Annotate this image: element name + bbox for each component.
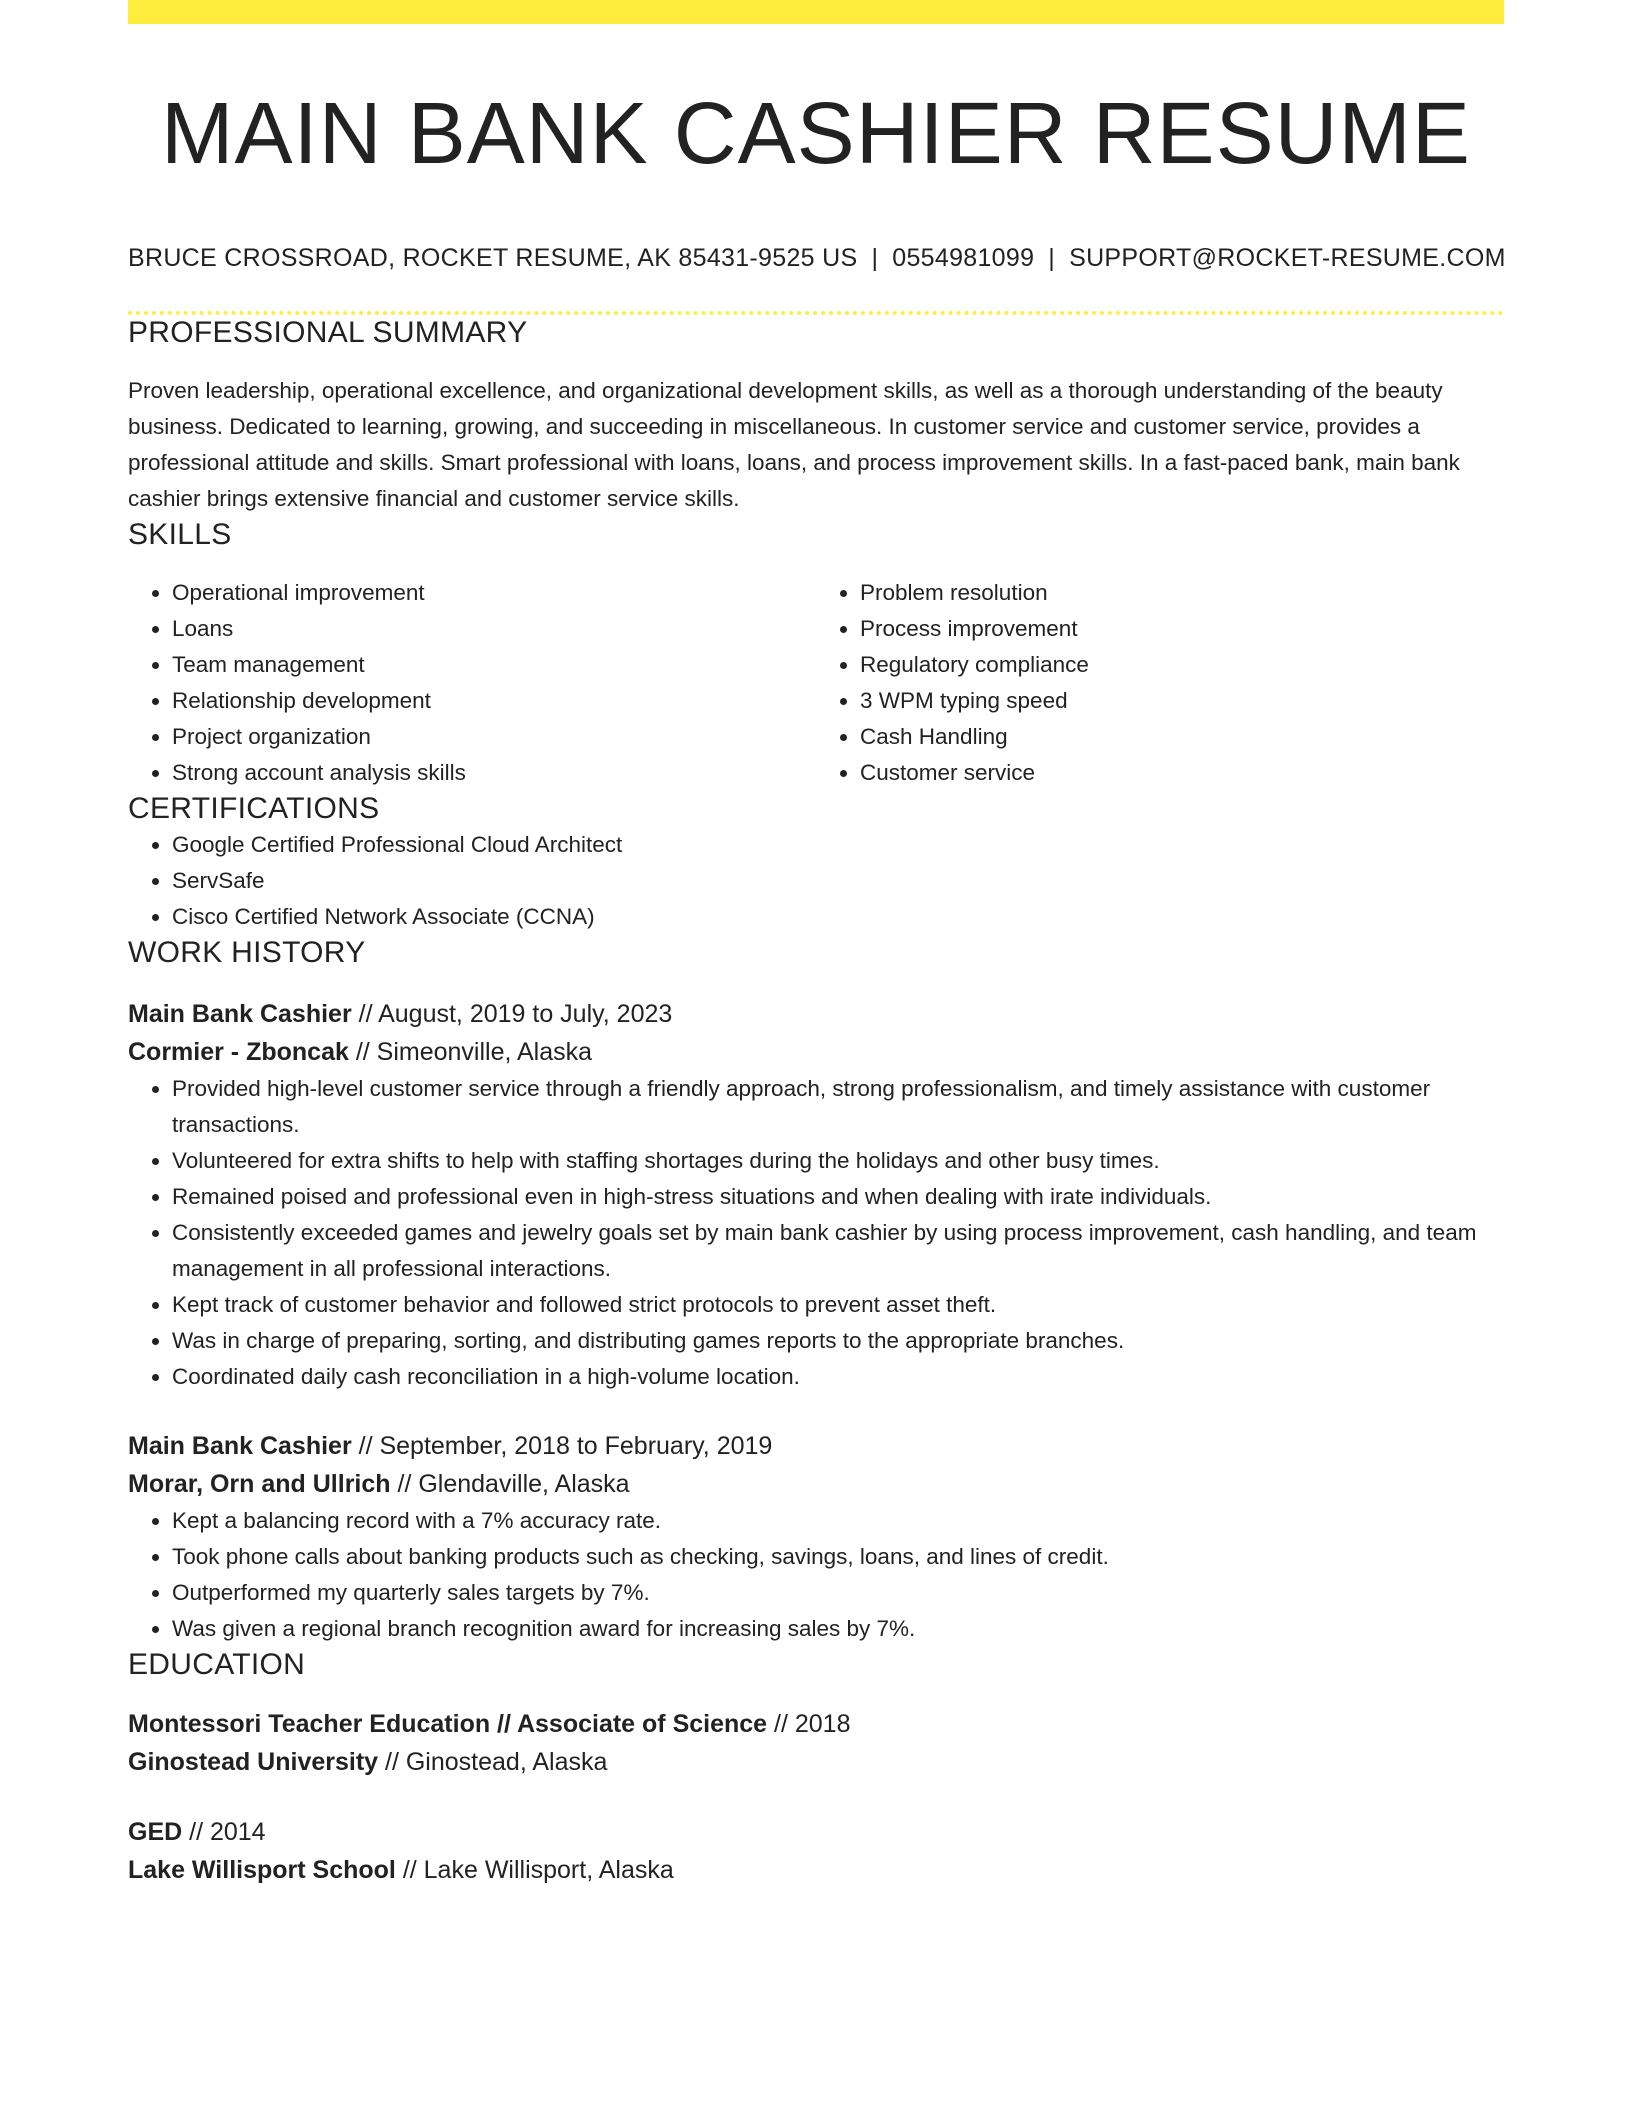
job-bullet: • Provided high-level customer service through a friendly approach, strong professionalism, and timely assistance with customer transactions.	[172, 1071, 1504, 1143]
job-company: Cormier - Zboncak	[128, 1038, 349, 1067]
skill-item: • Team management	[172, 647, 816, 683]
certification-item: • Cisco Certified Network Associate (CCNA)	[172, 899, 1504, 935]
certifications-list	[128, 827, 1504, 935]
section-heading-skills: SKILLS	[128, 518, 232, 552]
education-degree: GED	[128, 1818, 183, 1847]
education-degree-line	[128, 1813, 1504, 1851]
skill-item: • Regulatory compliance	[860, 647, 1504, 683]
education-degree-line	[128, 1705, 1504, 1743]
job-bullet: • Took phone calls about banking products such as checking, savings, loans, and lines of credit.	[172, 1539, 1504, 1575]
skill-item: • Strong account analysis skills	[172, 755, 816, 791]
job-location: // Simeonville, Alaska	[348, 1038, 593, 1067]
job-company-line	[128, 1465, 1504, 1503]
education-school: Lake Willisport School	[128, 1856, 396, 1885]
contact-address: BRUCE CROSSROAD, ROCKET RESUME, AK 85431-9525 US	[128, 244, 858, 273]
skills-columns	[128, 575, 1504, 791]
skill-item: • Relationship development	[172, 683, 816, 719]
job-bullet: • Remained poised and professional even in high-stress situations and when dealing with irate individuals.	[172, 1179, 1504, 1215]
skill-item: • Operational improvement	[172, 575, 816, 611]
job-bullet: • Consistently exceeded games and jewelry goals set by main bank cashier by using process improvement, cash handling, and team management in all professional interactions.	[172, 1215, 1504, 1287]
education-school-line	[128, 1743, 1504, 1781]
section-heading-work-history: WORK HISTORY	[128, 936, 366, 970]
skills-list-left	[128, 575, 816, 791]
job-bullets	[128, 1503, 1504, 1647]
education-year: // 2014	[182, 1818, 266, 1847]
certification-item: • Google Certified Professional Cloud Architect	[172, 827, 1504, 863]
education-school: Ginostead University	[128, 1748, 379, 1777]
contact-line	[128, 244, 1504, 273]
contact-phone: 0554981099	[892, 244, 1035, 273]
contact-separator: |	[1048, 244, 1056, 273]
job-role: Main Bank Cashier	[128, 1432, 352, 1461]
section-heading-education: EDUCATION	[128, 1648, 306, 1682]
section-heading-certifications: CERTIFICATIONS	[128, 792, 380, 826]
job-location: // Glendaville, Alaska	[390, 1470, 630, 1499]
education-location: // Ginostead, Alaska	[378, 1748, 608, 1777]
job-role: Main Bank Cashier	[128, 1000, 352, 1029]
job-company-line	[128, 1033, 1504, 1071]
job-bullet: • Was in charge of preparing, sorting, and distributing games reports to the appropriate branches.	[172, 1323, 1504, 1359]
education-year: // 2018	[767, 1710, 851, 1739]
skill-item: • Loans	[172, 611, 816, 647]
job-bullet: • Was given a regional branch recognition award for increasing sales by 7%.	[172, 1611, 1504, 1647]
job-bullet: • Kept a balancing record with a 7% accuracy rate.	[172, 1503, 1504, 1539]
job-company: Morar, Orn and Ullrich	[128, 1470, 391, 1499]
page-title: MAIN BANK CASHIER RESUME	[161, 85, 1471, 182]
education-school-line	[128, 1851, 1504, 1889]
job-bullet: • Coordinated daily cash reconciliation in a high-volume location.	[172, 1359, 1504, 1395]
job-bullets	[128, 1071, 1504, 1395]
education-degree: Montessori Teacher Education // Associate of Science	[128, 1710, 768, 1739]
section-heading-summary: PROFESSIONAL SUMMARY	[128, 316, 528, 350]
job-title-line	[128, 1427, 1504, 1465]
skill-item: • Cash Handling	[860, 719, 1504, 755]
summary-text: Proven leadership, operational excellence, and organizational development skills, as well as a thorough understanding of the beauty business. Dedicated to learning, growing, and succeeding in miscellaneous. In customer service and customer service, provides a professional attitude and skills. Smart professional with loans, loans, and process improvement skills. In a fast-paced bank, main bank cashier brings extensive financial and customer service skills.	[128, 378, 1460, 512]
accent-top-bar	[128, 0, 1504, 24]
job-dates: // September, 2018 to February, 2019	[351, 1432, 773, 1461]
skill-item: • 3 WPM typing speed	[860, 683, 1504, 719]
skill-item: • Project organization	[172, 719, 816, 755]
skill-item: • Process improvement	[860, 611, 1504, 647]
job-bullet: • Volunteered for extra shifts to help with staffing shortages during the holidays and other busy times.	[172, 1143, 1504, 1179]
certification-item: • ServSafe	[172, 863, 1504, 899]
contact-separator: |	[871, 244, 879, 273]
job-title-line	[128, 995, 1504, 1033]
job-dates: // August, 2019 to July, 2023	[351, 1000, 673, 1029]
job-bullet: • Outperformed my quarterly sales targets by 7%.	[172, 1575, 1504, 1611]
skill-item: • Problem resolution	[860, 575, 1504, 611]
skill-item: • Customer service	[860, 755, 1504, 791]
education-location: // Lake Willisport, Alaska	[395, 1856, 674, 1885]
job-bullet: • Kept track of customer behavior and followed strict protocols to prevent asset theft.	[172, 1287, 1504, 1323]
skills-list-right	[816, 575, 1504, 791]
resume-page	[128, 0, 1504, 1889]
contact-email: SUPPORT@ROCKET-RESUME.COM	[1069, 244, 1506, 273]
